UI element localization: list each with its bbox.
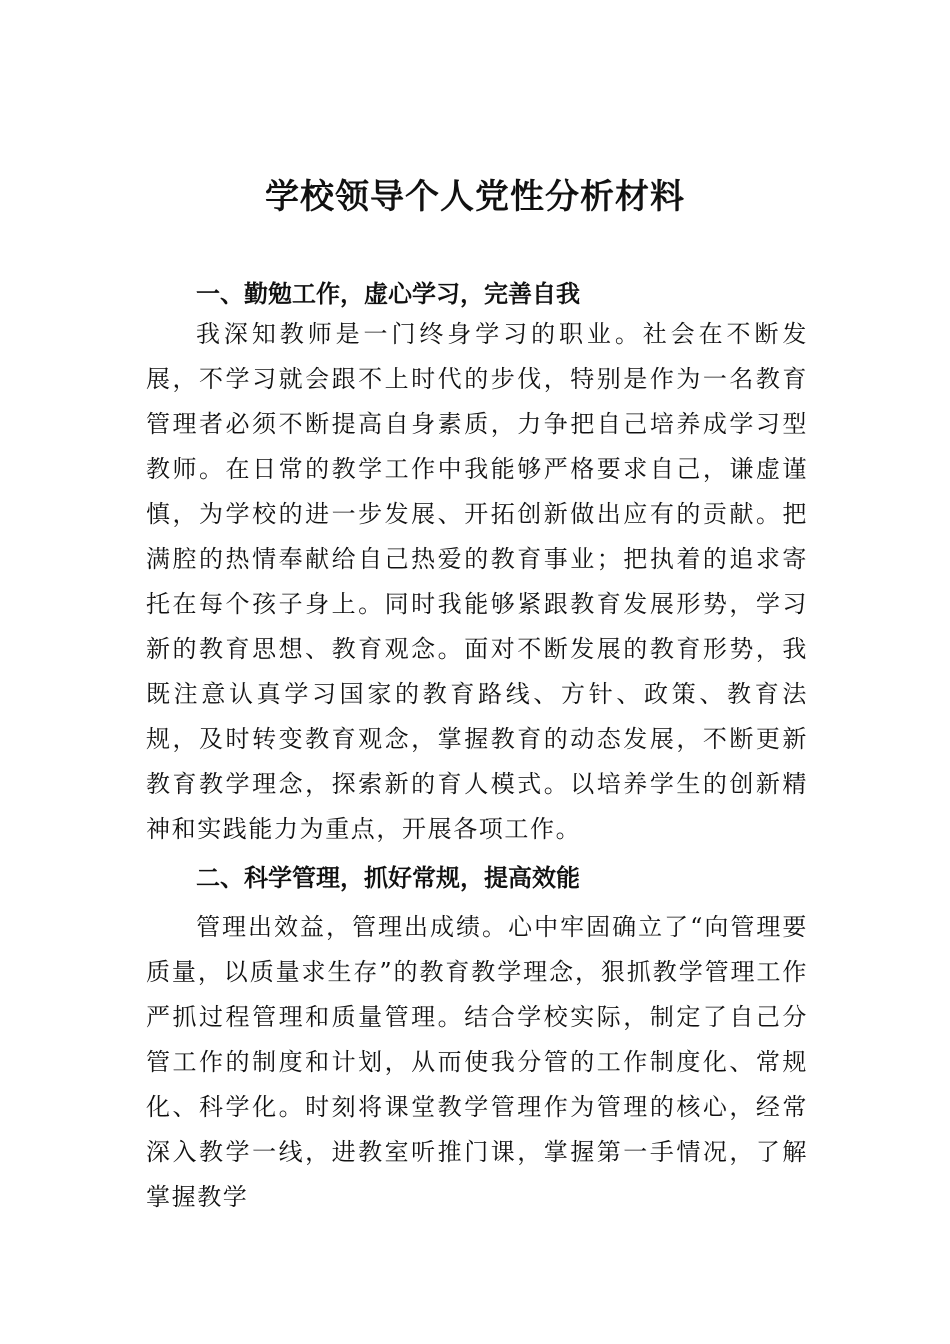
section-1-paragraph: 我深知教师是一门终身学习的职业。社会在不断发展，不学习就会跟不上时代的步伐，特别是作为一名教育管理者必须不断提高自身素质，力争把自己培养成学习型教师。在日常的教学工作中我能够严格要求自己，谦虚谨慎，为学校的进一步发展、开拓创新做出应有的贡献。把满腔的热情奉献给自己热爱的教育事业；把执着的追求寄托在每个孩子身上。同时我能够紧跟教育发展形势，学习新的教育思想、教育观念。面对不断发展的教育形势，我既注意认真学习国家的教育路线、方针、政策、教育法规，及时转变教育观念，掌握教育的动态发展，不断更新教育教学理念，探索新的育人模式。以培养学生的创新精神和实践能力为重点，开展各项工作。	[146, 320, 808, 843]
document-title: 学校领导个人党性分析材料	[265, 177, 685, 217]
section-2-heading: 二、科学管理，抓好常规，提高效能	[196, 864, 580, 892]
section-2	[146, 860, 808, 1220]
document-body	[146, 276, 808, 1220]
section-2-paragraph: 管理出效益，管理出成绩。心中牢固确立了“向管理要质量，以质量求生存”的教育教学理念，狠抓教学管理工作严抓过程管理和质量管理。结合学校实际，制定了自己分管工作的制度和计划，从而使我分管的工作制度化、常规化、科学化。时刻将课堂教学管理作为管理的核心，经常深入教学一线，进教室听推门课，掌握第一手情况，了解掌握教学	[146, 913, 808, 1211]
section-1	[146, 276, 808, 852]
section-1-heading: 一、勤勉工作，虚心学习，完善自我	[196, 280, 580, 308]
